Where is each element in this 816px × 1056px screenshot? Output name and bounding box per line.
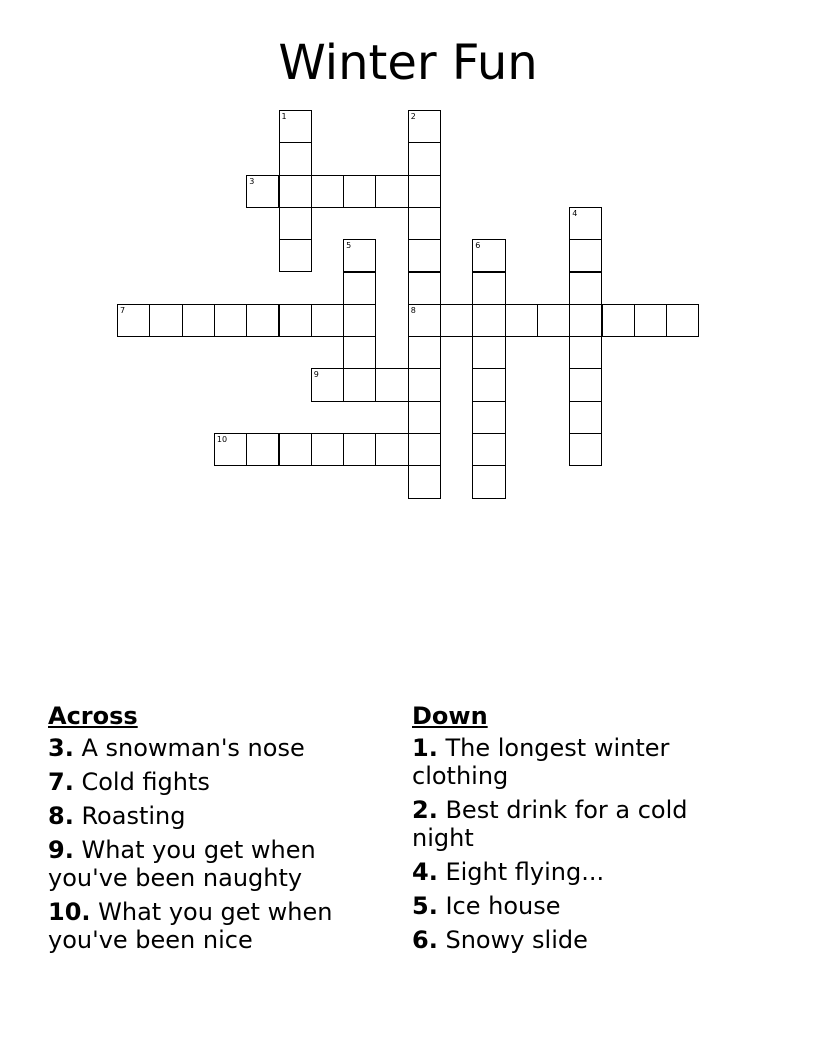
across-clue: [48, 802, 378, 830]
crossword-cell[interactable]: [375, 175, 408, 208]
clue-text: Eight flying...: [437, 858, 605, 886]
down-clue: [412, 796, 742, 852]
across-clue: [48, 734, 378, 762]
crossword-cell[interactable]: [279, 239, 312, 272]
crossword-cell[interactable]: [246, 433, 279, 466]
crossword-cell[interactable]: [666, 304, 699, 337]
clue-number: 9.: [48, 836, 74, 864]
crossword-grid: [0, 0, 816, 520]
clue-number: 1.: [412, 734, 438, 762]
crossword-cell[interactable]: [117, 304, 150, 337]
crossword-cell[interactable]: [408, 110, 441, 143]
across-clue: [48, 836, 378, 892]
crossword-cell[interactable]: [408, 336, 441, 369]
clue-number: 10.: [48, 898, 91, 926]
down-heading: Down: [412, 702, 488, 730]
crossword-cell[interactable]: [569, 433, 602, 466]
clue-number: 6.: [412, 926, 438, 954]
page-title: Winter Fun: [278, 35, 538, 91]
crossword-cell[interactable]: [311, 175, 344, 208]
clue-text: Cold fights: [73, 768, 210, 796]
crossword-cell[interactable]: [343, 175, 376, 208]
cell-number: 2: [410, 112, 416, 121]
crossword-cell[interactable]: [408, 304, 441, 337]
down-clue: [412, 734, 742, 790]
crossword-cell[interactable]: [440, 304, 473, 337]
clue-number: 7.: [48, 768, 74, 796]
cell-number: 10: [216, 435, 228, 444]
cell-number: 7: [120, 305, 126, 315]
crossword-cell[interactable]: [505, 304, 538, 337]
crossword-cell[interactable]: [343, 272, 376, 305]
crossword-cell[interactable]: [246, 304, 279, 337]
down-clue: [412, 926, 742, 954]
clue-text: Roasting: [73, 802, 186, 830]
crossword-cell[interactable]: [472, 401, 505, 434]
crossword-cell[interactable]: [408, 465, 441, 498]
crossword-cell[interactable]: [408, 401, 441, 434]
down-clue: [412, 858, 742, 886]
crossword-cell[interactable]: [149, 304, 182, 337]
crossword-cell[interactable]: [343, 304, 376, 337]
clue-text: Ice house: [437, 892, 561, 920]
crossword-cell[interactable]: [408, 239, 441, 272]
across-clue: [48, 898, 378, 954]
crossword-cell[interactable]: [375, 368, 408, 401]
crossword-cell[interactable]: [279, 304, 312, 337]
clue-number: 8.: [48, 802, 74, 830]
crossword-cell[interactable]: [569, 207, 602, 240]
across-clue: [48, 768, 378, 796]
crossword-cell[interactable]: [634, 304, 667, 337]
crossword-cell[interactable]: [472, 368, 505, 401]
crossword-cell[interactable]: [343, 239, 376, 272]
crossword-cell[interactable]: [279, 207, 312, 240]
crossword-cell[interactable]: [375, 433, 408, 466]
clue-text: Best drink for a cold night: [412, 796, 688, 852]
across-heading: Across: [48, 702, 138, 730]
crossword-cell[interactable]: [602, 304, 635, 337]
across-clues: [48, 702, 378, 960]
crossword-cell[interactable]: [311, 304, 344, 337]
cell-number: 5: [346, 241, 352, 251]
cell-number: 4: [572, 208, 578, 218]
crossword-cell[interactable]: [569, 368, 602, 401]
crossword-cell[interactable]: [472, 239, 505, 272]
crossword-cell[interactable]: [472, 465, 505, 498]
clue-text: Snowy slide: [437, 926, 588, 954]
clue-number: 3.: [48, 734, 74, 762]
crossword-cell[interactable]: [537, 304, 570, 337]
crossword-cell[interactable]: [311, 433, 344, 466]
crossword-cell[interactable]: [569, 336, 602, 369]
crossword-cell[interactable]: [343, 336, 376, 369]
crossword-cell[interactable]: [343, 368, 376, 401]
crossword-cell[interactable]: [569, 239, 602, 272]
crossword-cell[interactable]: [214, 304, 247, 337]
cell-number: 3: [249, 176, 255, 186]
cell-number: 6: [475, 241, 481, 251]
crossword-cell[interactable]: [569, 304, 602, 337]
crossword-cell[interactable]: [311, 368, 344, 401]
cell-number: 1: [281, 112, 287, 121]
crossword-cell[interactable]: [182, 304, 215, 337]
crossword-cell[interactable]: [279, 110, 312, 143]
crossword-cell[interactable]: [569, 401, 602, 434]
crossword-cell[interactable]: [408, 207, 441, 240]
clue-text: A snowman's nose: [73, 734, 305, 762]
crossword-cell[interactable]: [279, 175, 312, 208]
crossword-cell[interactable]: [408, 272, 441, 305]
clue-number: 4.: [412, 858, 438, 886]
down-clues: [412, 702, 742, 960]
crossword-cell[interactable]: [408, 368, 441, 401]
crossword-cell[interactable]: [214, 433, 247, 466]
crossword-cell[interactable]: [343, 433, 376, 466]
clue-number: 5.: [412, 892, 438, 920]
crossword-cell[interactable]: [472, 433, 505, 466]
clue-text: The longest winter clothing: [412, 734, 670, 790]
crossword-cell[interactable]: [569, 272, 602, 305]
crossword-cell[interactable]: [408, 433, 441, 466]
cell-number: 8: [410, 305, 416, 315]
crossword-cell[interactable]: [279, 433, 312, 466]
crossword-cell[interactable]: [472, 272, 505, 305]
clue-number: 2.: [412, 796, 438, 824]
crossword-cell[interactable]: [472, 304, 505, 337]
clue-text: What you get when you've been naughty: [48, 836, 316, 892]
crossword-cell[interactable]: [408, 175, 441, 208]
down-clue: [412, 892, 742, 920]
clue-text: What you get when you've been nice: [48, 898, 333, 954]
crossword-cell[interactable]: [246, 175, 279, 208]
crossword-cell[interactable]: [279, 142, 312, 175]
crossword-cell[interactable]: [408, 142, 441, 175]
cell-number: 9: [313, 370, 319, 380]
crossword-cell[interactable]: [472, 336, 505, 369]
